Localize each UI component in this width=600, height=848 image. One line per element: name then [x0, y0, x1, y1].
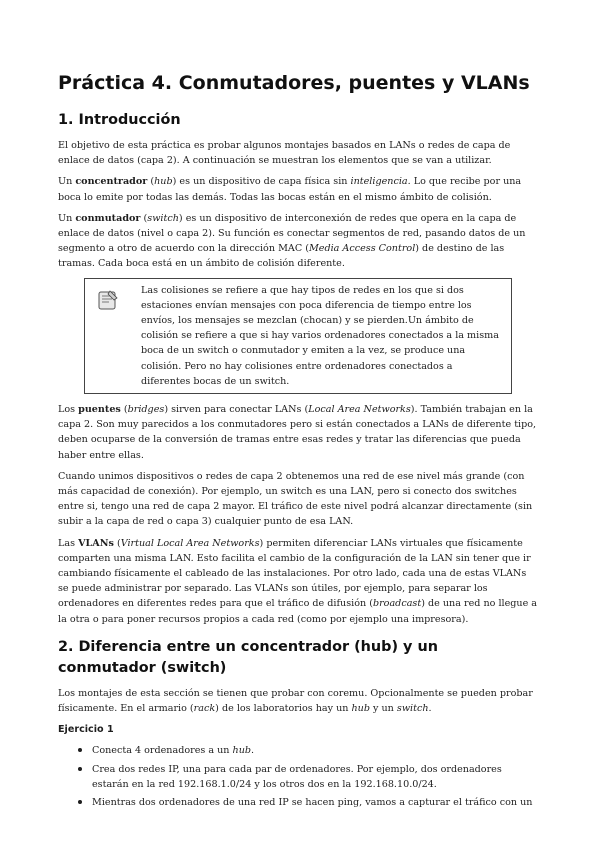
bridges-term: puentes	[78, 404, 121, 416]
hub-term: concentrador	[75, 176, 148, 188]
collision-note-box	[84, 278, 512, 394]
list-item: • Crea dos redes IP, una para cada par de ordenadores. Por ejemplo, dos ordenadores estarán en la red 192.168.1.0/24 y los otros dos en la 192.168.10.0/24.	[92, 761, 538, 792]
hub-paragraph: Un concentrador (hub) es un dispositivo de capa física sin inteligencia. Lo que recibe por una boca lo emite por todas las demás. Todas las bocas están en el mismo ámbito de colisión.	[58, 176, 522, 203]
section-heading-hub-vs-switch: 2. Diferencia entre un concentrador (hub) y un conmutador (switch)	[58, 638, 438, 676]
intro-paragraph: El objetivo de esta práctica es probar algunos montajes basados en LANs o redes de capa de enlace de datos (capa 2). A continuación se muestran los elementos que se van a utilizar.	[58, 140, 511, 167]
switch-paragraph: Un conmutador (switch) es un dispositivo de interconexión de redes que opera en la capa de enlace de datos (nivel o capa 2). Su función es conectar segmentos de red, pasando datos de un segmento a otro de acuerdo con la dirección MAC (Media Access Control) de destino de las tramas. Cada boca está en un ámbito de colisión diferente.	[58, 212, 526, 270]
vlans-term: VLANs	[78, 537, 114, 549]
document-title: Práctica 4. Conmutadores, puentes y VLANs	[58, 72, 530, 94]
vlans-paragraph: Las VLANs (Virtual Local Area Networks) permiten diferenciar LANs virtuales que físicamente comparten una misma LAN. Esto facilita el cambio de la configuración de la LAN sin tener que ir cambiando físicamente el cableado de las instalaciones. Por otro lado, cada una de estas VLANs se puede administrar por separado. Las VLANs son útiles, por ejemplo, para separar los ordenadores en diferentes redes para que el tráfico de difusión (broadcast) de una red no llegue a la otra o para poner recursos propios a cada red (como por ejemplo una impresora).	[58, 537, 538, 625]
list-item: • Conecta 4 ordenadores a un hub.	[92, 742, 538, 758]
switch-term: conmutador	[75, 212, 141, 224]
exercise-title: Ejercicio 1	[58, 724, 114, 736]
bridges-paragraph: Los puentes (bridges) sirven para conectar LANs (Local Area Networks). También trabajan en la capa 2. Son muy parecidos a los conmutadores pero si están conectados a LANs de diferente tipo, deben ocuparse de la conversión de tramas entre esas redes y tratar las diferencias que pueda haber entre ellas.	[58, 404, 537, 461]
note-paper-icon	[97, 289, 119, 311]
layer2-paragraph: Cuando unimos dispositivos o redes de capa 2 obtenemos una red de ese nivel más grande (con más capacidad de conexión). Por ejemplo, un switch es una LAN, pero si conecto dos switches entre si, tengo una red de capa 2 mayor. El tráfico de este nivel podrá alcanzar directamente (sin subir a la capa de red o capa 3) cualquier punto de esa LAN.	[58, 470, 533, 528]
list-item: • Mientras dos ordenadores de una red IP se hacen ping, vamos a capturar el tráfico con un	[92, 794, 538, 810]
section-heading-introduccion: 1. Introducción	[58, 112, 181, 128]
section2-intro-paragraph: Los montajes de esta sección se tienen que probar con coremu. Opcionalmente se pueden probar físicamente. En el armario (rack) de los laboratorios hay un hub y un switch.	[58, 687, 533, 715]
exercise-list	[58, 742, 538, 810]
note-text: Las colisiones se refiere a que hay tipos de redes en los que si dos estaciones envían mensajes con poca diferencia de tiempo entre los envíos, los mensajes se mezclan (chocan) y se pierden.Un ámbito de colisión se refiere a que si hay varios ordenadores conectados a la misma boca de un switch o conmutador y emiten a la vez, se produce una colisión. Pero no hay colisiones entre ordenadores conectados a diferentes bocas de un switch.	[141, 284, 499, 387]
